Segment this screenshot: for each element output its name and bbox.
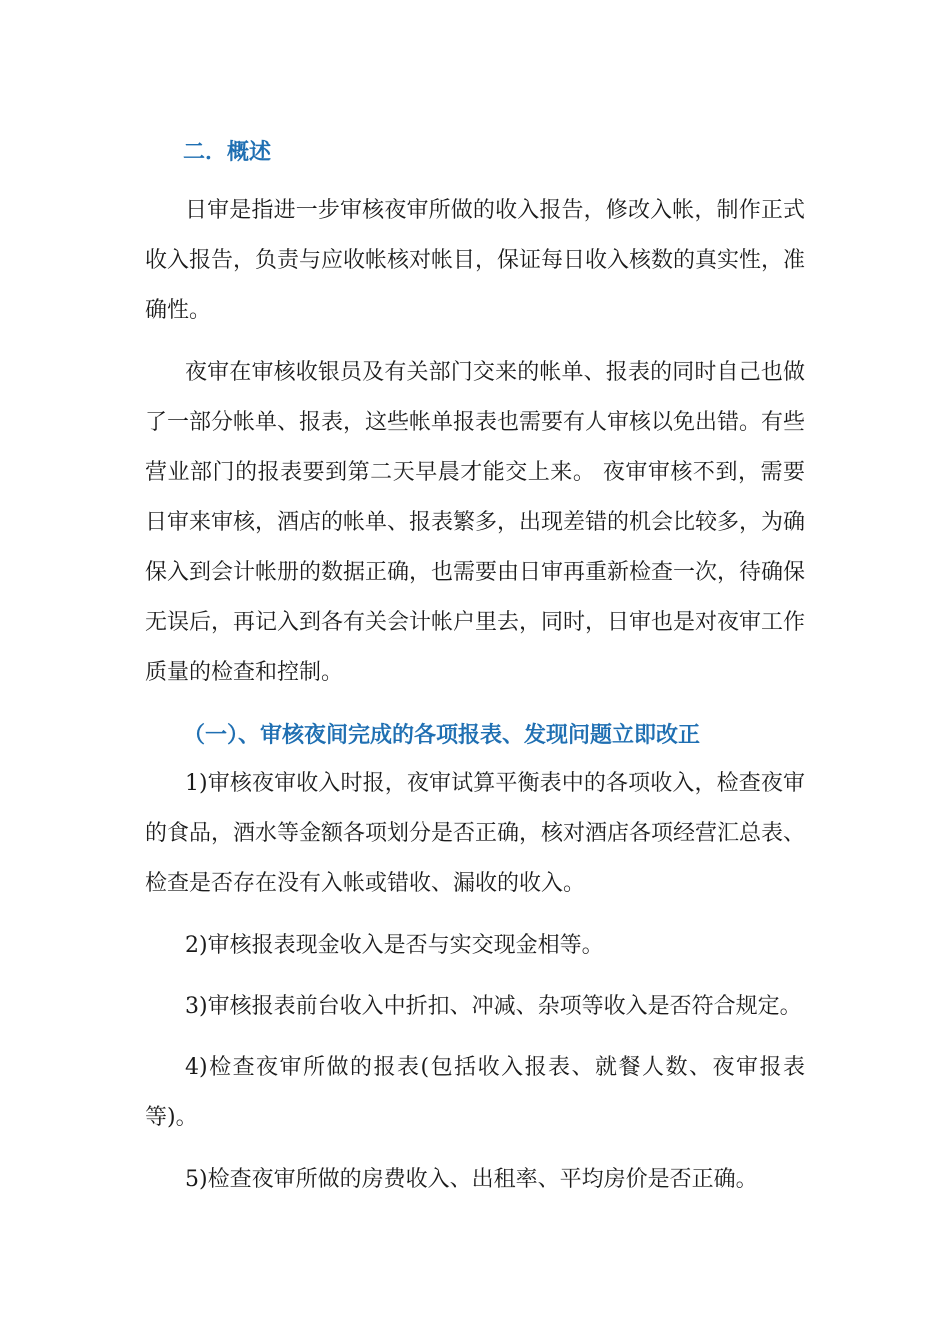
section-heading-review-reports: （一）、审核夜间完成的各项报表、发现问题立即改正 xyxy=(183,722,701,748)
section-heading-overview: 二．概述 xyxy=(183,139,272,165)
list-item-1: 1)审核夜审收入时报，夜审试算平衡表中的各项收入，检查夜审的食品，酒水等金额各项划分是否正确，核对酒店各项经营汇总表、检查是否存在没有入帐或错收、漏收的收入。 xyxy=(145,771,806,896)
list-item-4: 4)检查夜审所做的报表(包括收入报表、就餐人数、夜审报表等)。 xyxy=(145,1055,805,1130)
list-item-5: 5)检查夜审所做的房费收入、出租率、平均房价是否正确。 xyxy=(185,1167,758,1192)
paragraph-definition: 日审是指进一步审核夜审所做的收入报告，修改入帐，制作正式收入报告，负责与应收帐核对帐目，保证每日收入核数的真实性，准确性。 xyxy=(145,198,806,323)
list-item-3: 3)审核报表前台收入中折扣、冲减、杂项等收入是否符合规定。 xyxy=(185,994,802,1019)
list-item-2: 2)审核报表现金收入是否与实交现金相等。 xyxy=(185,933,604,958)
paragraph-purpose: 夜审在审核收银员及有关部门交来的帐单、报表的同时自己也做了一部分帐单、报表，这些帐单报表也需要有人审核以免出错。有些营业部门的报表要到第二天早晨才能交上来。 夜审审核不到，需要日审来审核，酒店的帐单、报表繁多，出现差错的机会比较多，为确保入到会计帐册的数据正确，也需要由日审再重新检查一次，待确保无误后，再记入到各有关会计帐户里去，同时，日审也是对夜审工作质量的检查和控制。 xyxy=(145,360,806,685)
